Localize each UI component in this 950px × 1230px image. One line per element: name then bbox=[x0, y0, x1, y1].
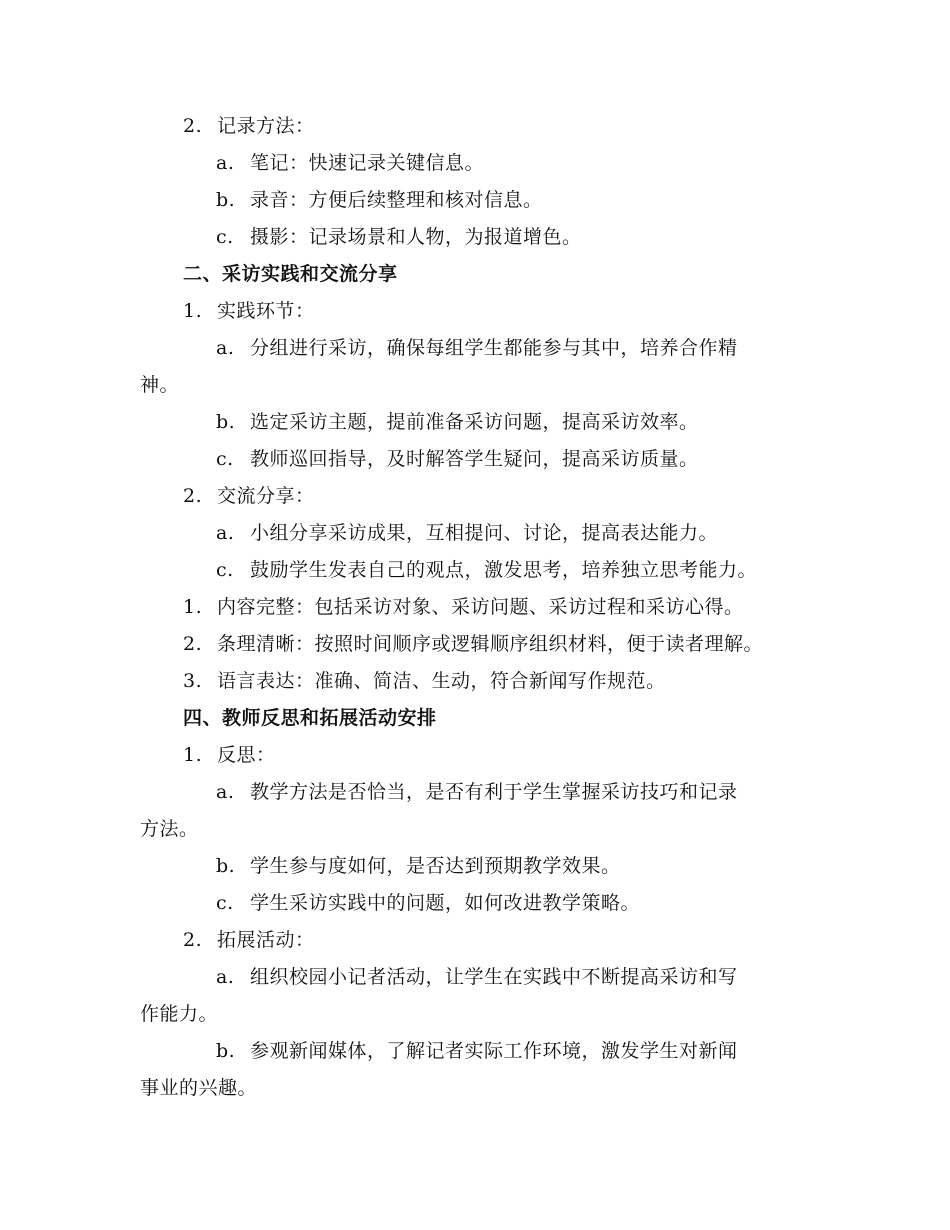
item-text: 教师巡回指导，及时解答学生疑问，提高采访质量。 bbox=[250, 448, 699, 470]
numbered-item bbox=[183, 484, 315, 508]
lettered-item bbox=[216, 965, 738, 989]
item-letter: a. bbox=[216, 966, 235, 988]
wrapped-line bbox=[140, 373, 179, 397]
lettered-item bbox=[216, 558, 757, 582]
item-text: 组织校园小记者活动，让学生在实践中不断提高采访和写 bbox=[250, 966, 738, 988]
section-heading bbox=[183, 706, 437, 730]
lettered-item bbox=[216, 780, 738, 804]
lettered-item bbox=[216, 336, 738, 360]
lettered-item bbox=[216, 151, 484, 175]
item-text: 作能力。 bbox=[140, 1003, 219, 1025]
item-letter: b. bbox=[216, 1040, 236, 1062]
item-letter: b. bbox=[216, 411, 236, 433]
wrapped-line bbox=[140, 817, 199, 841]
item-letter: c. bbox=[216, 559, 234, 581]
item-text: 神。 bbox=[140, 374, 180, 396]
item-number: 1. bbox=[183, 300, 203, 322]
item-text: 内容完整：包括采访对象、采访问题、采访过程和采访心得。 bbox=[217, 596, 744, 618]
item-text: 教学方法是否恰当，是否有利于学生掌握采访技巧和记录 bbox=[250, 781, 738, 803]
item-text: 实践环节： bbox=[217, 300, 315, 322]
item-text: 摄影：记录场景和人物，为报道增色。 bbox=[250, 226, 582, 248]
item-number: 3. bbox=[183, 670, 203, 692]
item-text: 选定采访主题，提前准备采访问题，提高采访效率。 bbox=[250, 411, 699, 433]
wrapped-line bbox=[140, 1076, 257, 1100]
lettered-item bbox=[216, 447, 699, 471]
numbered-item bbox=[183, 669, 666, 693]
item-text: 拓展活动： bbox=[217, 929, 315, 951]
item-letter: b. bbox=[216, 855, 236, 877]
item-number: 2. bbox=[183, 485, 203, 507]
item-text: 条理清晰：按照时间顺序或逻辑顺序组织材料，便于读者理解。 bbox=[217, 633, 764, 655]
item-letter: c. bbox=[216, 892, 234, 914]
item-text: 语言表达：准确、简洁、生动，符合新闻写作规范。 bbox=[217, 670, 666, 692]
item-text: 方法。 bbox=[140, 818, 199, 840]
heading-text: 四、教师反思和拓展活动安排 bbox=[183, 707, 437, 729]
item-letter: c. bbox=[216, 226, 234, 248]
item-letter: a. bbox=[216, 522, 235, 544]
lettered-item bbox=[216, 854, 621, 878]
item-letter: a. bbox=[216, 337, 235, 359]
item-number: 1. bbox=[183, 596, 203, 618]
numbered-item bbox=[183, 743, 276, 767]
numbered-item bbox=[183, 114, 315, 138]
section-heading bbox=[183, 262, 398, 286]
item-number: 1. bbox=[183, 744, 203, 766]
lettered-item bbox=[216, 188, 543, 212]
item-text: 分组进行采访，确保每组学生都能参与其中，培养合作精 bbox=[250, 337, 738, 359]
item-text: 学生参与度如何，是否达到预期教学效果。 bbox=[250, 855, 621, 877]
numbered-item bbox=[183, 632, 763, 656]
lettered-item bbox=[216, 225, 582, 249]
lettered-item bbox=[216, 891, 640, 915]
item-letter: a. bbox=[216, 781, 235, 803]
item-letter: b. bbox=[216, 189, 236, 211]
item-text: 参观新闻媒体，了解记者实际工作环境，激发学生对新闻 bbox=[250, 1040, 738, 1062]
item-text: 交流分享： bbox=[217, 485, 315, 507]
numbered-item bbox=[183, 595, 744, 619]
item-text: 记录方法： bbox=[217, 115, 315, 137]
item-text: 小组分享采访成果，互相提问、讨论，提高表达能力。 bbox=[250, 522, 719, 544]
item-number: 2. bbox=[183, 929, 203, 951]
item-text: 鼓励学生发表自己的观点，激发思考，培养独立思考能力。 bbox=[250, 559, 758, 581]
item-letter: c. bbox=[216, 448, 234, 470]
numbered-item bbox=[183, 928, 315, 952]
heading-text: 二、采访实践和交流分享 bbox=[183, 263, 398, 285]
item-text: 录音：方便后续整理和核对信息。 bbox=[250, 189, 543, 211]
item-text: 反思： bbox=[217, 744, 276, 766]
lettered-item bbox=[216, 1039, 738, 1063]
item-number: 2. bbox=[183, 115, 203, 137]
item-number: 2. bbox=[183, 633, 203, 655]
lettered-item bbox=[216, 521, 718, 545]
item-text: 笔记：快速记录关键信息。 bbox=[250, 152, 485, 174]
lettered-item bbox=[216, 410, 699, 434]
numbered-item bbox=[183, 299, 315, 323]
item-letter: a. bbox=[216, 152, 235, 174]
item-text: 事业的兴趣。 bbox=[140, 1077, 258, 1099]
wrapped-line bbox=[140, 1002, 218, 1026]
item-text: 学生采访实践中的问题，如何改进教学策略。 bbox=[250, 892, 641, 914]
